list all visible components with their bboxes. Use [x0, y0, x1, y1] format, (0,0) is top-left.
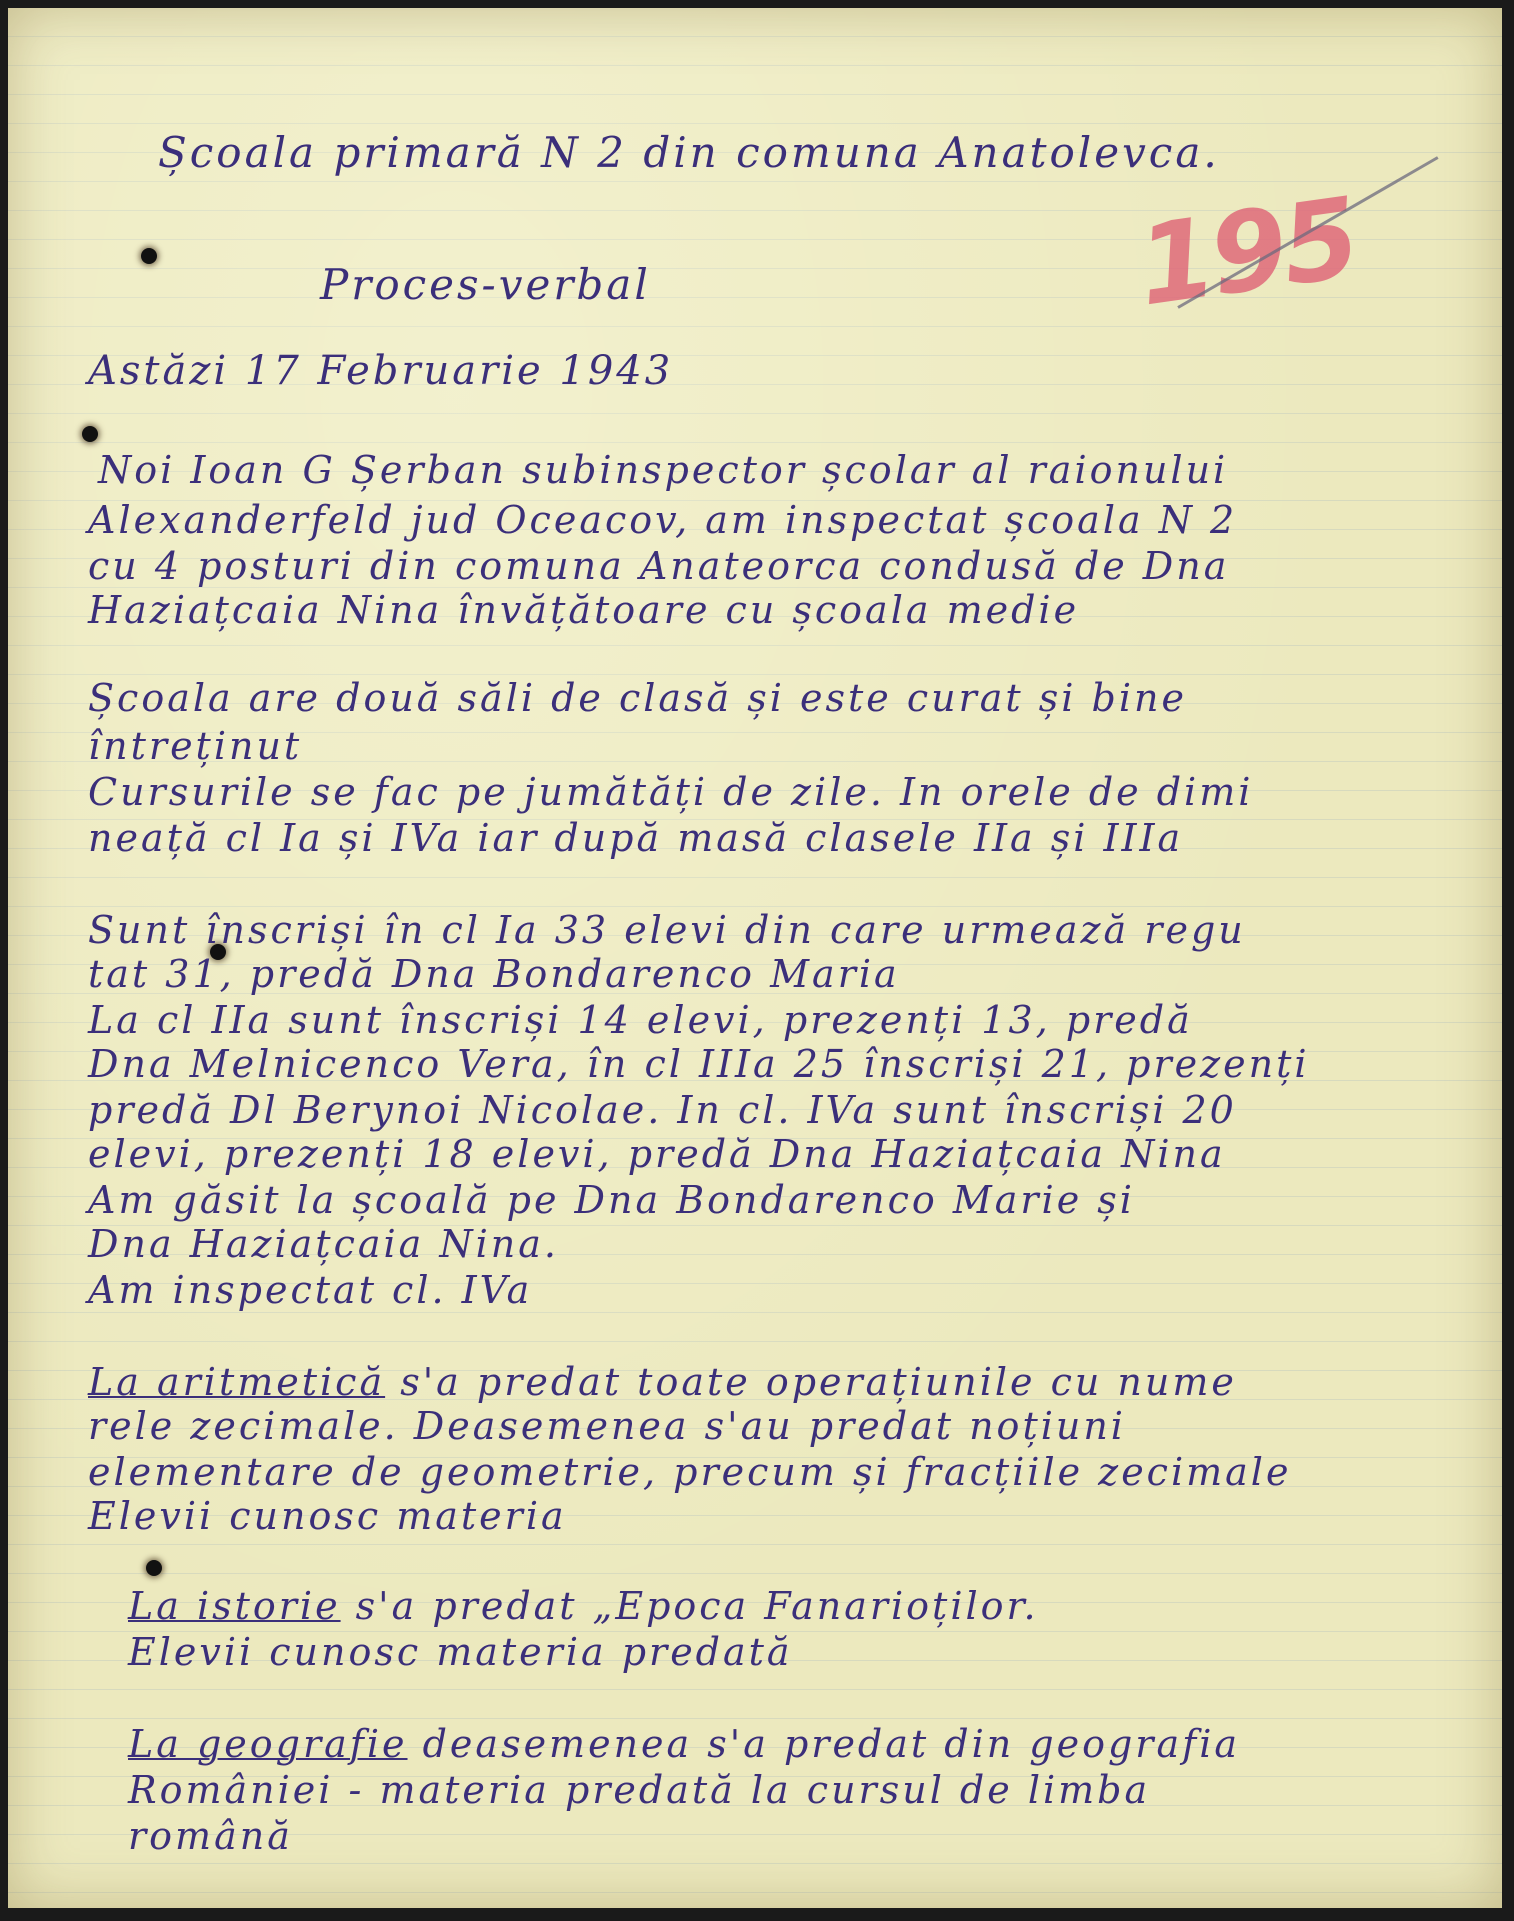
- document-date: Astăzi 17 Februarie 1943: [88, 348, 674, 394]
- geography-line: [128, 1722, 1240, 1766]
- paragraph2-line: neață cl Ia și IVa iar după masă clasele IIa și IIIa: [88, 816, 1184, 860]
- arithmetic-line: rele zecimale. Deasemenea s'au predat noțiuni: [88, 1404, 1126, 1448]
- document-title: Proces-verbal: [320, 260, 651, 309]
- paragraph3-line: Am găsit la școală pe Dna Bondarenco Marie și: [88, 1178, 1135, 1222]
- paragraph3-line: predă Dl Berynoi Nicolae. In cl. IVa sunt înscriși 20: [88, 1088, 1237, 1132]
- paragraph1-line: Noi Ioan G Șerban subinspector școlar al raionului: [98, 448, 1229, 492]
- punch-hole: [82, 426, 98, 442]
- geography-line: României - materia predată la cursul de limba: [128, 1768, 1151, 1812]
- history-label: La istorie: [128, 1584, 341, 1628]
- arithmetic-line: [88, 1360, 1237, 1404]
- arithmetic-text: s'a predat toate operațiunile cu nume: [385, 1360, 1237, 1404]
- paragraph1-line: Haziațcaia Nina învățătoare cu școala medie: [88, 588, 1080, 632]
- arithmetic-label: La aritmetică: [88, 1360, 386, 1404]
- geography-line: română: [128, 1814, 293, 1858]
- paragraph2-line: Cursurile se fac pe jumătăți de zile. In orele de dimi: [88, 770, 1254, 814]
- paragraph2-line: Școala are două săli de clasă și este curat și bine: [88, 676, 1187, 720]
- paragraph1-line: cu 4 posturi din comuna Anateorca condusă de Dna: [88, 544, 1230, 588]
- arithmetic-line: Elevii cunosc materia: [88, 1494, 567, 1538]
- paragraph3-line: Dna Melnicenco Vera, în cl IIIa 25 înscriși 21, prezenți: [88, 1042, 1310, 1086]
- punch-hole: [141, 248, 157, 264]
- paragraph3-line: Dna Haziațcaia Nina.: [88, 1222, 560, 1266]
- geography-text: deasemenea s'a predat din geografia: [407, 1722, 1241, 1766]
- punch-hole: [146, 1560, 162, 1576]
- paragraph1-line: Alexanderfeld jud Oceacov, am inspectat școala N 2: [88, 498, 1238, 542]
- paragraph3-line: elevi, prezenți 18 elevi, predă Dna Haziațcaia Nina: [88, 1132, 1226, 1176]
- history-text: s'a predat „Epoca Fanarioților.: [340, 1584, 1039, 1628]
- page-number: 195: [1130, 173, 1364, 331]
- paragraph3-line: Am inspectat cl. IVa: [88, 1268, 533, 1312]
- paragraph3-line: Sunt înscriși în cl Ia 33 elevi din care urmează regu: [88, 908, 1246, 952]
- paragraph3-line: tat 31, predă Dna Bondarenco Maria: [88, 952, 900, 996]
- document-page: [8, 8, 1502, 1908]
- paragraph3-line: La cl IIa sunt înscriși 14 elevi, prezenți 13, predă: [88, 998, 1193, 1042]
- geography-label: La geografie: [128, 1722, 408, 1766]
- history-line: Elevii cunosc materia predată: [128, 1630, 793, 1674]
- paragraph2-line: întreținut: [88, 724, 303, 768]
- history-line: [128, 1584, 1039, 1628]
- document-header: Școala primară N 2 din comuna Anatolevca.: [158, 128, 1220, 177]
- arithmetic-line: elementare de geometrie, precum și fracțiile zecimale: [88, 1450, 1292, 1494]
